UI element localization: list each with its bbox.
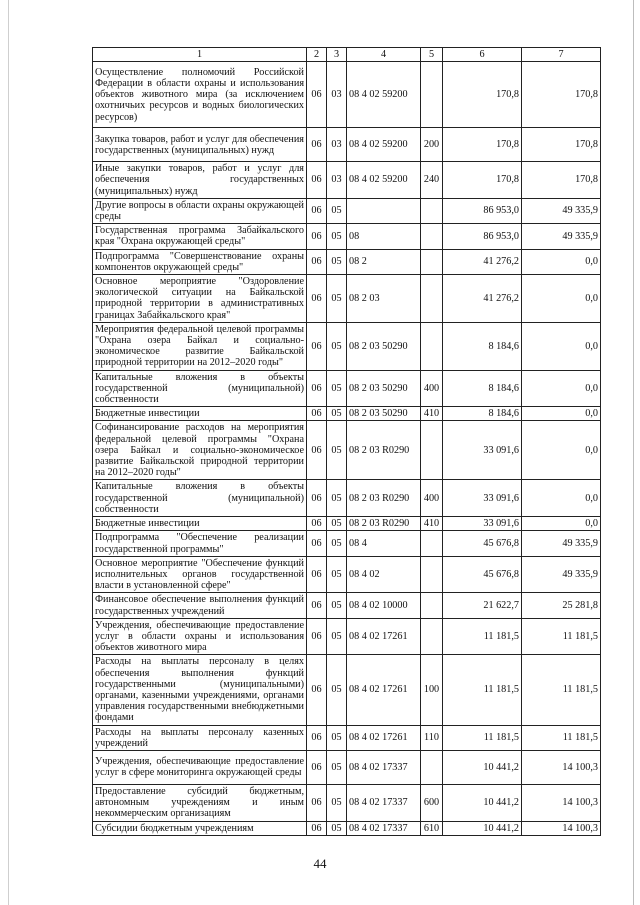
row-target-code-cell: 08 4 02 17337 xyxy=(347,821,421,835)
row-code-cell-3: 05 xyxy=(327,784,347,821)
row-amount-cell-7: 11 181,5 xyxy=(522,655,601,725)
row-target-code-cell: 08 2 03 R0290 xyxy=(347,421,421,480)
row-expense-type-cell xyxy=(421,224,443,249)
row-code-cell-3: 05 xyxy=(327,275,347,323)
row-expense-type-cell: 110 xyxy=(421,725,443,750)
row-name-cell: Основное мероприятие "Обеспечение функций исполнительных органов государственной власти в установленной сфере" xyxy=(93,556,307,593)
row-code-cell-2: 06 xyxy=(307,224,327,249)
row-amount-cell-6: 21 622,7 xyxy=(443,593,522,618)
header-cell-2: 2 xyxy=(307,48,327,62)
row-name-cell: Иные закупки товаров, работ и услуг для обеспечения государственных (муниципальных) нужд xyxy=(93,162,307,199)
row-code-cell-2: 06 xyxy=(307,725,327,750)
table-row xyxy=(93,162,601,199)
row-name-cell: Учреждения, обеспечивающие предоставление услуг в сфере мониторинга окружающей среды xyxy=(93,750,307,784)
row-amount-cell-7: 11 181,5 xyxy=(522,725,601,750)
table-row xyxy=(93,322,601,370)
row-expense-type-cell xyxy=(421,322,443,370)
row-target-code-cell: 08 2 03 xyxy=(347,275,421,323)
row-code-cell-2: 06 xyxy=(307,407,327,421)
row-code-cell-3: 05 xyxy=(327,249,347,274)
row-code-cell-2: 06 xyxy=(307,198,327,223)
row-amount-cell-7: 14 100,3 xyxy=(522,821,601,835)
row-amount-cell-7: 170,8 xyxy=(522,128,601,162)
row-name-cell: Бюджетные инвестиции xyxy=(93,407,307,421)
row-amount-cell-7: 0,0 xyxy=(522,407,601,421)
row-code-cell-2: 06 xyxy=(307,531,327,556)
row-amount-cell-6: 8 184,6 xyxy=(443,370,522,407)
row-amount-cell-7: 49 335,9 xyxy=(522,531,601,556)
row-expense-type-cell xyxy=(421,556,443,593)
row-code-cell-3: 05 xyxy=(327,593,347,618)
row-amount-cell-6: 86 953,0 xyxy=(443,224,522,249)
row-expense-type-cell xyxy=(421,750,443,784)
header-cell-7: 7 xyxy=(522,48,601,62)
row-amount-cell-6: 10 441,2 xyxy=(443,784,522,821)
row-code-cell-2: 06 xyxy=(307,62,327,128)
table-row xyxy=(93,407,601,421)
row-target-code-cell: 08 4 02 17337 xyxy=(347,750,421,784)
row-expense-type-cell: 410 xyxy=(421,517,443,531)
row-target-code-cell: 08 4 02 10000 xyxy=(347,593,421,618)
row-amount-cell-6: 170,8 xyxy=(443,128,522,162)
row-name-cell: Субсидии бюджетным учреждениям xyxy=(93,821,307,835)
row-target-code-cell: 08 4 02 xyxy=(347,556,421,593)
header-cell-1: 1 xyxy=(93,48,307,62)
table-row xyxy=(93,224,601,249)
table-row xyxy=(93,821,601,835)
row-amount-cell-6: 8 184,6 xyxy=(443,322,522,370)
row-expense-type-cell: 600 xyxy=(421,784,443,821)
row-amount-cell-6: 86 953,0 xyxy=(443,198,522,223)
table-row xyxy=(93,784,601,821)
row-code-cell-3: 05 xyxy=(327,517,347,531)
row-code-cell-2: 06 xyxy=(307,249,327,274)
row-expense-type-cell xyxy=(421,198,443,223)
row-amount-cell-7: 14 100,3 xyxy=(522,784,601,821)
row-amount-cell-7: 170,8 xyxy=(522,162,601,199)
row-code-cell-2: 06 xyxy=(307,322,327,370)
row-amount-cell-6: 10 441,2 xyxy=(443,821,522,835)
header-cell-4: 4 xyxy=(347,48,421,62)
row-target-code-cell: 08 2 03 R0290 xyxy=(347,517,421,531)
table-row xyxy=(93,593,601,618)
row-code-cell-2: 06 xyxy=(307,162,327,199)
row-code-cell-2: 06 xyxy=(307,556,327,593)
row-amount-cell-6: 33 091,6 xyxy=(443,421,522,480)
row-target-code-cell: 08 2 03 50290 xyxy=(347,322,421,370)
row-expense-type-cell xyxy=(421,62,443,128)
row-name-cell: Предоставление субсидий бюджетным, автономным учреждениям и иным некоммерческим организациям xyxy=(93,784,307,821)
row-amount-cell-7: 0,0 xyxy=(522,517,601,531)
table-row xyxy=(93,725,601,750)
row-amount-cell-7: 0,0 xyxy=(522,275,601,323)
row-name-cell: Мероприятия федеральной целевой программы "Охрана озера Байкал и социально-экономическое развитие Байкальской природной территории на 2012–2020 годы" xyxy=(93,322,307,370)
table-row xyxy=(93,480,601,517)
row-amount-cell-7: 25 281,8 xyxy=(522,593,601,618)
row-expense-type-cell xyxy=(421,421,443,480)
row-expense-type-cell: 100 xyxy=(421,655,443,725)
row-target-code-cell: 08 4 02 17261 xyxy=(347,655,421,725)
row-code-cell-3: 05 xyxy=(327,224,347,249)
row-expense-type-cell xyxy=(421,593,443,618)
row-code-cell-2: 06 xyxy=(307,593,327,618)
row-code-cell-3: 05 xyxy=(327,370,347,407)
row-amount-cell-6: 45 676,8 xyxy=(443,556,522,593)
row-name-cell: Закупка товаров, работ и услуг для обеспечения государственных (муниципальных) нужд xyxy=(93,128,307,162)
row-code-cell-3: 05 xyxy=(327,322,347,370)
row-target-code-cell: 08 4 02 59200 xyxy=(347,162,421,199)
table-row xyxy=(93,370,601,407)
page-edge-right xyxy=(633,0,634,905)
row-amount-cell-7: 0,0 xyxy=(522,480,601,517)
row-code-cell-3: 05 xyxy=(327,531,347,556)
page-number: 44 xyxy=(313,856,327,871)
page-edge-left xyxy=(8,0,9,905)
row-amount-cell-7: 0,0 xyxy=(522,322,601,370)
header-cell-3: 3 xyxy=(327,48,347,62)
row-code-cell-2: 06 xyxy=(307,275,327,323)
table-row xyxy=(93,618,601,655)
row-name-cell: Другие вопросы в области охраны окружающей среды xyxy=(93,198,307,223)
header-cell-6: 6 xyxy=(443,48,522,62)
row-code-cell-2: 06 xyxy=(307,784,327,821)
row-code-cell-3: 05 xyxy=(327,480,347,517)
row-amount-cell-7: 49 335,9 xyxy=(522,224,601,249)
row-amount-cell-6: 33 091,6 xyxy=(443,517,522,531)
row-code-cell-3: 03 xyxy=(327,62,347,128)
row-target-code-cell: 08 4 02 17261 xyxy=(347,618,421,655)
row-code-cell-3: 05 xyxy=(327,421,347,480)
row-code-cell-2: 06 xyxy=(307,618,327,655)
row-expense-type-cell: 400 xyxy=(421,480,443,517)
budget-table xyxy=(92,47,601,836)
row-expense-type-cell: 400 xyxy=(421,370,443,407)
row-amount-cell-6: 11 181,5 xyxy=(443,725,522,750)
row-target-code-cell: 08 xyxy=(347,224,421,249)
row-amount-cell-6: 41 276,2 xyxy=(443,275,522,323)
row-code-cell-2: 06 xyxy=(307,821,327,835)
row-amount-cell-6: 41 276,2 xyxy=(443,249,522,274)
row-amount-cell-6: 11 181,5 xyxy=(443,655,522,725)
row-code-cell-3: 05 xyxy=(327,655,347,725)
row-amount-cell-6: 45 676,8 xyxy=(443,531,522,556)
row-code-cell-2: 06 xyxy=(307,370,327,407)
table-row xyxy=(93,421,601,480)
table-row xyxy=(93,128,601,162)
row-code-cell-3: 05 xyxy=(327,407,347,421)
row-name-cell: Капитальные вложения в объекты государственной (муниципальной) собственности xyxy=(93,370,307,407)
row-amount-cell-6: 11 181,5 xyxy=(443,618,522,655)
row-code-cell-3: 05 xyxy=(327,750,347,784)
row-name-cell: Капитальные вложения в объекты государственной (муниципальной) собственности xyxy=(93,480,307,517)
header-cell-5: 5 xyxy=(421,48,443,62)
row-amount-cell-7: 14 100,3 xyxy=(522,750,601,784)
row-target-code-cell: 08 4 02 17337 xyxy=(347,784,421,821)
row-target-code-cell: 08 4 02 17261 xyxy=(347,725,421,750)
row-name-cell: Подпрограмма "Обеспечение реализации государственной программы" xyxy=(93,531,307,556)
row-code-cell-2: 06 xyxy=(307,480,327,517)
row-code-cell-2: 06 xyxy=(307,750,327,784)
table-row xyxy=(93,62,601,128)
row-amount-cell-7: 11 181,5 xyxy=(522,618,601,655)
row-name-cell: Государственная программа Забайкальского края "Охрана окружающей среды" xyxy=(93,224,307,249)
table-row xyxy=(93,655,601,725)
row-amount-cell-6: 8 184,6 xyxy=(443,407,522,421)
row-name-cell: Основное мероприятие "Оздоровление экологической ситуации на Байкальской природной территории в административных границах Забайкальского края" xyxy=(93,275,307,323)
table-row xyxy=(93,249,601,274)
row-amount-cell-6: 10 441,2 xyxy=(443,750,522,784)
row-expense-type-cell: 410 xyxy=(421,407,443,421)
row-amount-cell-6: 33 091,6 xyxy=(443,480,522,517)
row-expense-type-cell: 610 xyxy=(421,821,443,835)
row-expense-type-cell: 240 xyxy=(421,162,443,199)
row-code-cell-3: 03 xyxy=(327,128,347,162)
row-name-cell: Расходы на выплаты персоналу казенных учреждений xyxy=(93,725,307,750)
row-target-code-cell: 08 2 03 50290 xyxy=(347,407,421,421)
row-target-code-cell: 08 4 02 59200 xyxy=(347,62,421,128)
table-header-row xyxy=(93,48,601,62)
row-name-cell: Софинансирование расходов на мероприятия федеральной целевой программы "Охрана озера Байкал и социально-экономическое развитие Байкальской природной территории на 2012–2020 годы" xyxy=(93,421,307,480)
row-code-cell-3: 05 xyxy=(327,556,347,593)
row-code-cell-3: 05 xyxy=(327,821,347,835)
row-code-cell-3: 03 xyxy=(327,162,347,199)
table-row xyxy=(93,517,601,531)
row-amount-cell-6: 170,8 xyxy=(443,162,522,199)
row-name-cell: Осуществление полномочий Российской Федерации в области охраны и использования объектов животного мира (за исключением охотничьих ресурсов и водных биологических ресурсов) xyxy=(93,62,307,128)
row-code-cell-3: 05 xyxy=(327,198,347,223)
row-target-code-cell xyxy=(347,198,421,223)
table-row xyxy=(93,750,601,784)
row-code-cell-2: 06 xyxy=(307,128,327,162)
table-row xyxy=(93,531,601,556)
row-amount-cell-7: 49 335,9 xyxy=(522,556,601,593)
row-target-code-cell: 08 2 03 R0290 xyxy=(347,480,421,517)
table-body xyxy=(93,48,601,836)
row-target-code-cell: 08 2 03 50290 xyxy=(347,370,421,407)
row-expense-type-cell xyxy=(421,618,443,655)
row-expense-type-cell xyxy=(421,249,443,274)
row-expense-type-cell xyxy=(421,531,443,556)
row-expense-type-cell xyxy=(421,275,443,323)
row-code-cell-3: 05 xyxy=(327,725,347,750)
row-amount-cell-7: 0,0 xyxy=(522,421,601,480)
row-name-cell: Бюджетные инвестиции xyxy=(93,517,307,531)
row-code-cell-2: 06 xyxy=(307,421,327,480)
row-amount-cell-7: 49 335,9 xyxy=(522,198,601,223)
row-target-code-cell: 08 4 02 59200 xyxy=(347,128,421,162)
row-code-cell-2: 06 xyxy=(307,517,327,531)
row-target-code-cell: 08 2 xyxy=(347,249,421,274)
row-target-code-cell: 08 4 xyxy=(347,531,421,556)
table-row xyxy=(93,275,601,323)
table-row xyxy=(93,198,601,223)
row-code-cell-3: 05 xyxy=(327,618,347,655)
row-name-cell: Финансовое обеспечение выполнения функций государственных учреждений xyxy=(93,593,307,618)
row-name-cell: Подпрограмма "Совершенствование охраны компонентов окружающей среды" xyxy=(93,249,307,274)
row-amount-cell-6: 170,8 xyxy=(443,62,522,128)
row-amount-cell-7: 0,0 xyxy=(522,249,601,274)
row-name-cell: Учреждения, обеспечивающие предоставление услуг в области охраны и использования объектов животного мира xyxy=(93,618,307,655)
table-row xyxy=(93,556,601,593)
row-code-cell-2: 06 xyxy=(307,655,327,725)
row-name-cell: Расходы на выплаты персоналу в целях обеспечения выполнения функций государственными (муниципальными) органами, казенными учреждениями, органами управления государственными внебюджетными фондами xyxy=(93,655,307,725)
row-expense-type-cell: 200 xyxy=(421,128,443,162)
row-amount-cell-7: 0,0 xyxy=(522,370,601,407)
row-amount-cell-7: 170,8 xyxy=(522,62,601,128)
